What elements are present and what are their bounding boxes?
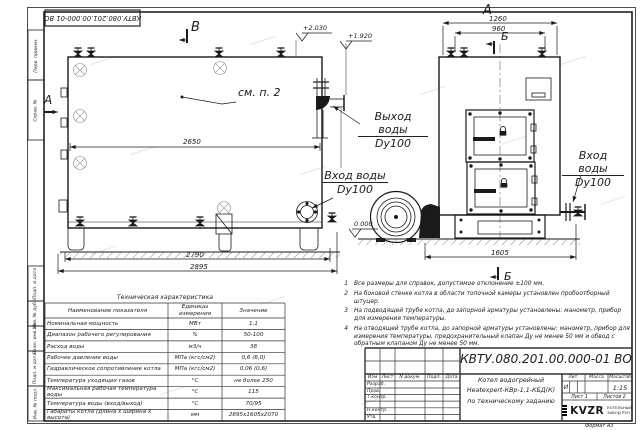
- section-label-a-side: А: [44, 93, 53, 107]
- view-label-a-top: А: [483, 3, 492, 18]
- sheets-cell: Листов 2: [603, 394, 626, 400]
- cell-name: Номинальная мощность: [47, 320, 119, 327]
- frame-label: Перв. примен.: [33, 37, 39, 73]
- cell-value: 0,6 (6,0): [241, 354, 266, 361]
- kvzr-logo-subtext: [607, 406, 632, 416]
- notes-list: [338, 281, 630, 351]
- frame-cell-inv-podl: [28, 386, 44, 421]
- elev-outlet: +1.920: [348, 32, 373, 40]
- inlet-right-line2: Dy100: [575, 176, 611, 189]
- frame-label: Взам. инв. №: [33, 322, 39, 355]
- liter-value: И: [563, 384, 569, 391]
- cell-name: Габариты котла (длина х ширина х высота): [47, 409, 152, 422]
- tb-col-data: Дата: [445, 375, 458, 380]
- tb-row-razrab: Разраб.: [367, 382, 386, 387]
- cell-units: МПа (кгс/см2): [174, 366, 216, 373]
- kvzr-sub1: КОТЕЛЬНЫЙ: [607, 404, 632, 410]
- cell-value: 2895х1605х2070: [228, 412, 279, 419]
- note-text: На боковой стенке котла в области топочной камеры установлен пробоотборный штуцер.: [354, 290, 610, 305]
- table-header-units: Единицы измерения: [179, 304, 211, 317]
- doc-number: КВТУ.080.201.00.000-01 ВО: [460, 352, 632, 366]
- dim-960: 960: [492, 25, 506, 33]
- tb-col-list: Лист: [381, 375, 394, 380]
- table-row: [45, 318, 285, 329]
- cell-value: 50-100: [243, 332, 264, 339]
- tb-col-podp: Подп.: [427, 375, 441, 380]
- table-row: [45, 364, 285, 375]
- cell-name: Рабочее давление воды: [47, 354, 118, 361]
- cell-value: 38: [249, 343, 258, 350]
- cell-value: 115: [248, 389, 259, 396]
- doc-title: [460, 376, 562, 407]
- section-label-b-top: Б: [501, 30, 509, 43]
- cell-units: м3/ч: [188, 343, 202, 350]
- cell-value: 70/95: [245, 400, 262, 407]
- elev-top: +2.030: [303, 24, 328, 32]
- inlet-right-label: [562, 149, 624, 189]
- tb-row-nkontr: Н.контр.: [367, 408, 388, 414]
- note-item: [338, 281, 630, 289]
- table-row: [45, 375, 285, 386]
- note-text: На отводящей трубе котла, до запорной арматуры установлены: манометр, прибор для измерения температуры, предохранительный клапан Ду не менее 50 мм и обвод с обратным клапаном Ду не менее 50 мм.: [354, 325, 630, 348]
- frame-cell-vzam-inv: [28, 322, 44, 355]
- doc-title-line3: по техническому заданию: [467, 397, 555, 405]
- table-row: [45, 398, 285, 409]
- cell-name: Температура уходящих газов: [47, 377, 135, 384]
- scale-value: 1:15: [612, 384, 628, 392]
- see-note-label: см. п. 2: [238, 86, 281, 99]
- cell-units: °С: [191, 377, 199, 384]
- frame-label: Подп. и дата: [33, 267, 39, 300]
- company-logo: [562, 400, 632, 421]
- section-label-b-side: В: [191, 20, 200, 35]
- cell-value: 0,06 (0,6): [239, 366, 268, 373]
- outlet-label: [358, 110, 428, 150]
- table-row: [45, 329, 285, 340]
- cell-name: Диапазон рабочего регулирования: [47, 332, 151, 339]
- note-number: 2: [344, 290, 348, 297]
- frame-cell-podp-data-2: [28, 351, 44, 386]
- frame-label: Инв. № дубл.: [33, 297, 39, 330]
- dim-1260: 1260: [489, 14, 507, 23]
- doc-title-line1: Котел водогрейный: [477, 377, 545, 384]
- doc-title-line2: Heatexpert-КВр-1,1-КБД(К): [466, 387, 556, 395]
- cell-value: 1,1: [249, 320, 258, 327]
- frame-cell-perv-primen: [28, 30, 44, 80]
- cell-units: %: [192, 332, 198, 339]
- dim-2895: 2895: [190, 263, 208, 271]
- tb-col-ndokum: N докум.: [399, 375, 421, 380]
- outlet-line1: Выход воды: [358, 110, 428, 137]
- cell-value: не более 250: [234, 377, 273, 384]
- table-header-name: Наименование показателя: [67, 307, 148, 314]
- frame-label: Инв. № подл.: [33, 387, 39, 420]
- mass-label: Масса: [589, 375, 604, 380]
- table-row: [45, 352, 285, 363]
- inlet-left-line1: Вход воды: [322, 169, 388, 183]
- inlet-left-line2: Dy100: [337, 183, 373, 196]
- tb-row-tkontr: Т.контр.: [367, 395, 387, 401]
- cell-name: Расход воды: [47, 343, 85, 350]
- table-header-value: Значение: [239, 307, 268, 314]
- cell-name: Максимальная рабочая температура воды: [47, 386, 157, 399]
- tb-col-izm: Изм: [367, 375, 378, 380]
- table-title: Техническая характеристика: [116, 294, 214, 301]
- frame-label: Подп. и дата: [33, 352, 39, 385]
- doc-number-rotated: КВТУ.080.201.00.000-01 ВО: [43, 14, 142, 22]
- doc-number-stamp-top: [45, 10, 140, 26]
- section-label-b-bottom: Б: [504, 270, 512, 283]
- elev-zero: 0.000: [354, 220, 373, 228]
- table-row: [45, 410, 285, 421]
- side-view: [59, 48, 344, 258]
- cell-units: МВт: [189, 320, 201, 327]
- note-number: 1: [344, 281, 348, 287]
- liter-label: Лит.: [568, 375, 579, 380]
- frame-label: Справ. №: [33, 98, 39, 122]
- table-row: [45, 341, 285, 352]
- note-text: Все размеры для справок, допустимое отклонение ±100 мм.: [354, 281, 545, 287]
- inlet-left-label: [322, 169, 388, 196]
- cell-units: °С: [191, 389, 199, 396]
- dim-2790: 2790: [186, 251, 204, 259]
- tb-row-utv: Утв.: [367, 415, 377, 420]
- scale-label: Масштаб: [609, 375, 631, 380]
- kvzr-logo-icon: [562, 405, 567, 416]
- cell-units: °С: [191, 400, 199, 407]
- cell-name: Гидравлическое сопротивление котла: [47, 366, 161, 373]
- dim-1605: 1605: [491, 248, 509, 257]
- note-text: На подводящей трубе котла, до запорной арматуры установлены: манометр, прибор для измерения температуры.: [354, 308, 622, 323]
- tb-row-prov: Пров.: [367, 388, 381, 394]
- sheet-cell: Лист 1: [571, 394, 588, 400]
- note-item: [338, 326, 630, 349]
- cell-units: мм: [190, 412, 200, 419]
- table-row: [45, 387, 285, 398]
- cell-units: МПа (кгс/см2): [174, 354, 216, 361]
- note-number: 3: [344, 308, 348, 315]
- frame-cell-podp-data-1: [28, 266, 44, 301]
- outlet-line2: Dy100: [375, 137, 411, 150]
- note-number: 4: [344, 325, 348, 332]
- format-label: Формат А3: [585, 422, 614, 429]
- dim-2650: 2650: [183, 138, 201, 146]
- table-header-row: [45, 303, 285, 318]
- kvzr-logo-text: KVZR: [570, 404, 605, 417]
- note-item: [338, 308, 630, 324]
- cell-name: Температура воды (вход/выход): [47, 400, 143, 407]
- inlet-right-line1: Вход воды: [562, 149, 624, 176]
- frame-cell-sprav: [28, 80, 44, 140]
- note-item: [338, 291, 630, 307]
- kvzr-sub2: ЗАВОД РЭП: [607, 409, 630, 415]
